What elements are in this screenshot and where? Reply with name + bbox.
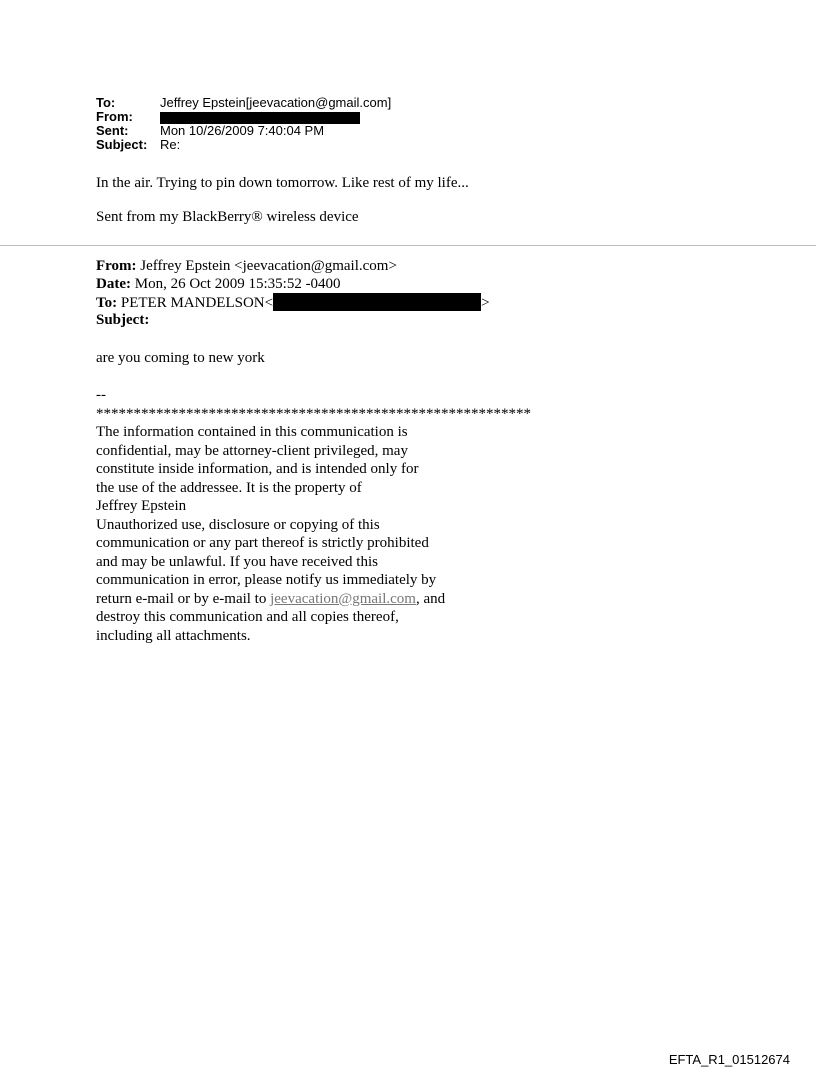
subject-label: Subject: <box>96 137 148 152</box>
from-label: From: <box>96 109 133 124</box>
fwd-date-value: Mon, 26 Oct 2009 15:35:52 -0400 <box>134 276 341 292</box>
fwd-to-suffix: > <box>481 295 490 311</box>
notice-return-line <box>96 590 531 609</box>
from-row <box>96 110 391 124</box>
subject-row <box>96 138 391 152</box>
fwd-to-prefix: PETER MANDELSON< <box>120 295 274 311</box>
confidentiality-notice <box>96 386 531 645</box>
subject-value: Re: <box>160 137 181 152</box>
notice-line: destroy this communication and all copies thereof, <box>96 609 399 625</box>
to-value: Jeffrey Epstein[jeevacation@gmail.com] <box>160 95 392 110</box>
forwarded-message: are you coming to new york <box>96 350 265 366</box>
notice-line: communication in error, please notify us immediately by <box>96 572 437 588</box>
notice-line: Unauthorized use, disclosure or copying of this <box>96 516 380 533</box>
redaction-bar <box>273 293 481 311</box>
message-divider <box>0 245 816 246</box>
fwd-date-row <box>96 275 490 293</box>
reply-header <box>96 96 391 152</box>
email-link[interactable]: jeevacation@gmail.com <box>270 590 416 607</box>
notice-line: constitute inside information, and is intended only for <box>96 461 419 477</box>
notice-line: and may be unlawful. If you have received this <box>96 553 378 570</box>
return-suffix: , and <box>415 590 446 607</box>
return-prefix: return e-mail or by e-mail to <box>96 590 271 607</box>
notice-line: The information contained in this communication is <box>96 424 408 440</box>
fwd-from-value: Jeffrey Epstein <jeevacation@gmail.com> <box>140 258 397 274</box>
fwd-to-row <box>96 293 490 311</box>
fwd-from-label: From: <box>96 258 137 274</box>
fwd-to-label: To: <box>96 295 118 311</box>
fwd-from-row <box>96 257 490 275</box>
bates-number: EFTA_R1_01512674 <box>668 1052 790 1067</box>
reply-signature: Sent from my BlackBerry® wireless device <box>96 209 359 225</box>
to-row <box>96 96 391 110</box>
to-label: To: <box>96 95 116 110</box>
sig-stars: ********************************************************** <box>96 405 531 422</box>
forwarded-header <box>96 257 490 329</box>
fwd-subject-row <box>96 311 490 329</box>
sent-value: Mon 10/26/2009 7:40:04 PM <box>160 123 325 138</box>
notice-line: including all attachments. <box>96 627 251 644</box>
redaction-bar <box>160 112 360 124</box>
notice-line: communication or any part thereof is strictly prohibited <box>96 535 429 551</box>
fwd-subject-label: Subject: <box>96 312 150 328</box>
sig-dashes: -- <box>96 387 106 403</box>
fwd-date-label: Date: <box>96 276 131 292</box>
reply-message: In the air. Trying to pin down tomorrow. Like rest of my life... <box>96 175 469 191</box>
sent-row <box>96 124 391 138</box>
notice-line: Jeffrey Epstein <box>96 498 187 514</box>
notice-line: the use of the addressee. It is the property of <box>96 479 362 496</box>
sent-label: Sent: <box>96 123 129 138</box>
notice-line: confidential, may be attorney-client privileged, may <box>96 442 408 459</box>
from-value <box>160 110 360 124</box>
